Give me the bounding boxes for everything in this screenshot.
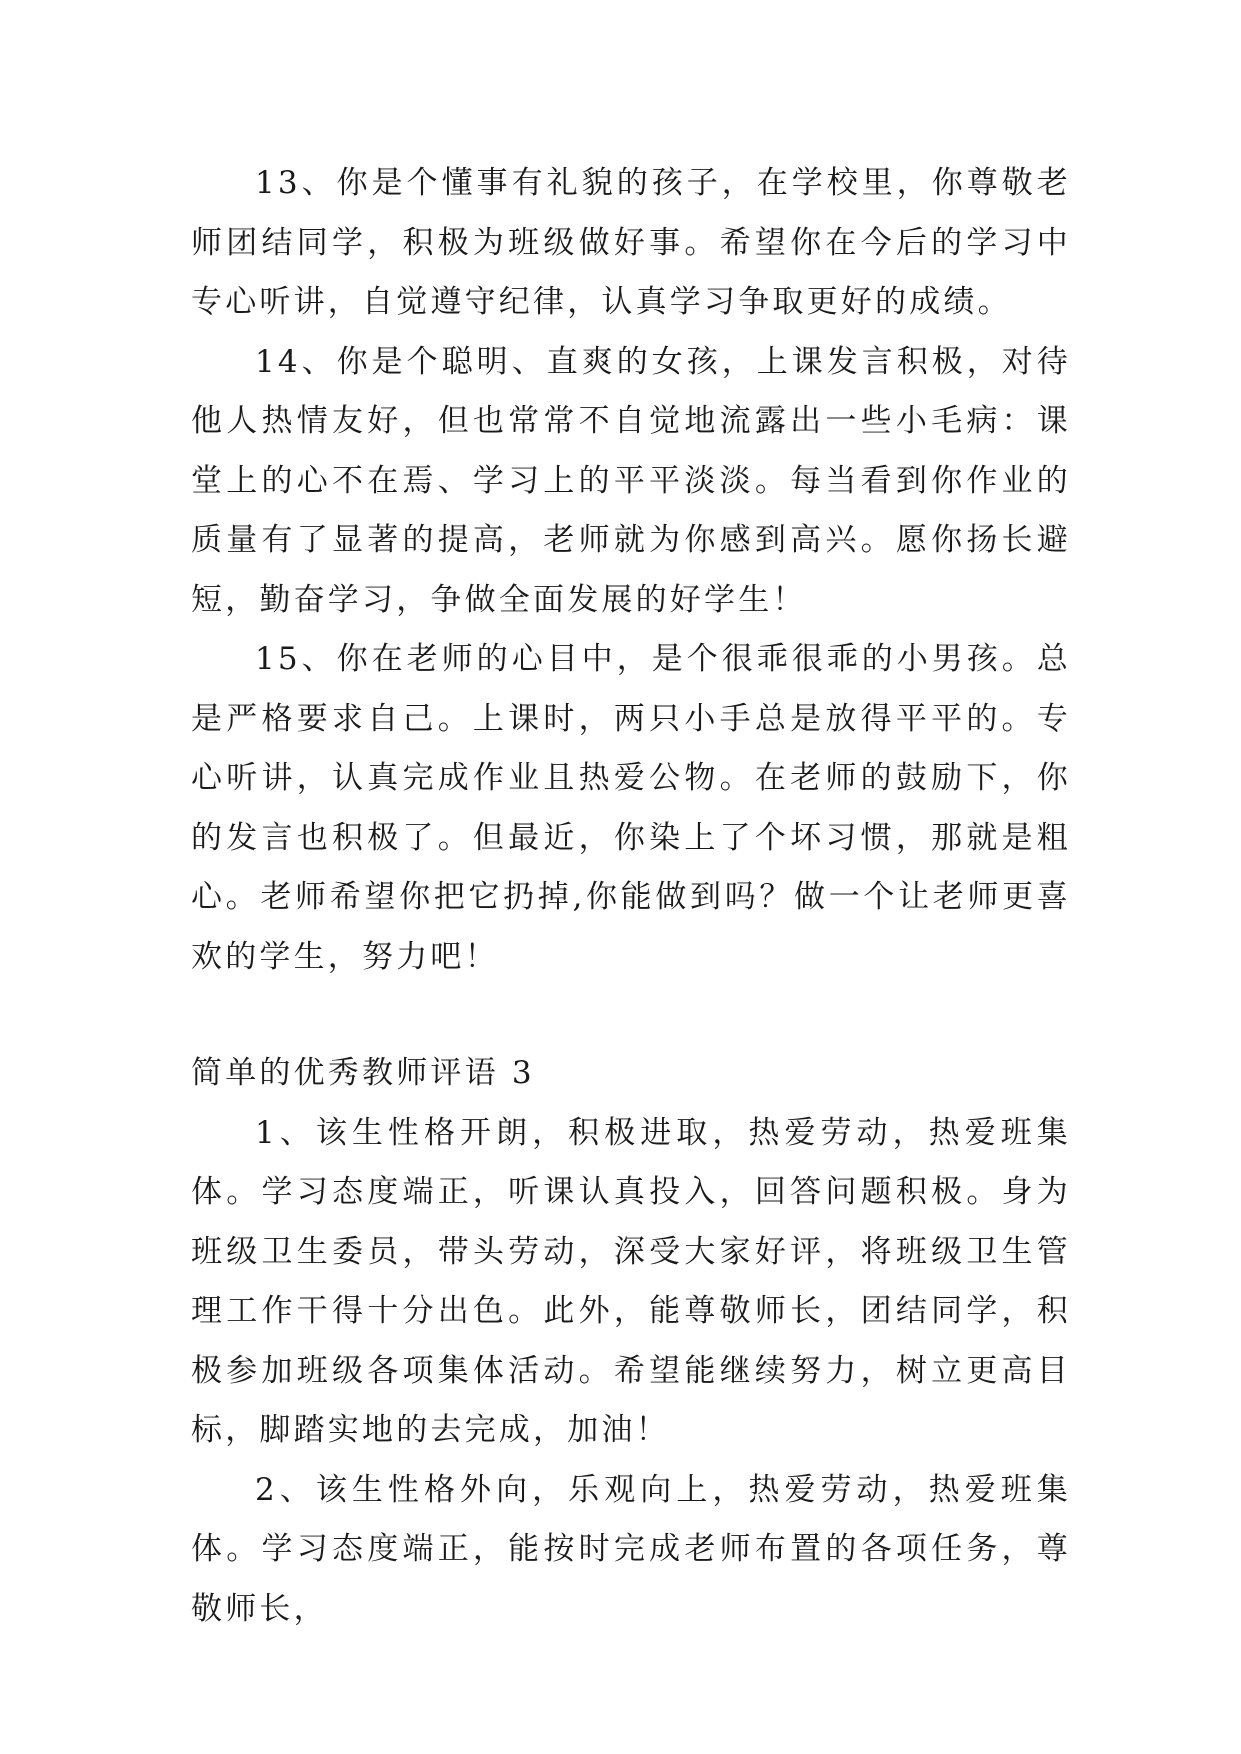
- section-heading: 简单的优秀教师评语 3: [191, 1055, 535, 1091]
- paragraph-1: 1、该生性格开朗，积极进取，热爱劳动，热爱班集体。学习态度端正，听课认真投入，回答问题积极。身为班级卫生委员，带头劳动，深受大家好评，将班级卫生管理工作干得十分出色。此外，能尊敬师长，团结同学，积极参加班级各项集体活动。希望能继续努力，树立更高目标，脚踏实地的去完成，加油！: [191, 1114, 1071, 1448]
- paragraph-15: 15、你在老师的心目中，是个很乖很乖的小男孩。总是严格要求自己。上课时，两只小手总是放得平平的。专心听讲，认真完成作业且热爱公物。在老师的鼓励下，你的发言也积极了。但最近，你染上了个坏习惯，那就是粗心。老师希望你把它扔掉,你能做到吗？做一个让老师更喜欢的学生，努力吧！: [191, 641, 1071, 975]
- document-body: [191, 154, 1071, 1639]
- paragraph-2: 2、该生性格外向，乐观向上，热爱劳动，热爱班集体。学习态度端正，能按时完成老师布置的各项任务，尊敬师长，: [191, 1471, 1071, 1627]
- paragraph-13: 13、你是个懂事有礼貌的孩子，在学校里，你尊敬老师团结同学，积极为班级做好事。希望你在今后的学习中专心听讲，自觉遵守纪律，认真学习争取更好的成绩。: [191, 165, 1071, 320]
- paragraph-14: 14、你是个聪明、直爽的女孩，上课发言积极，对待他人热情友好，但也常常不自觉地流露出一些小毛病：课堂上的心不在焉、学习上的平平淡淡。每当看到你作业的质量有了显著的提高，老师就为你感到高兴。愿你扬长避短，勤奋学习，争做全面发展的好学生！: [191, 343, 1071, 618]
